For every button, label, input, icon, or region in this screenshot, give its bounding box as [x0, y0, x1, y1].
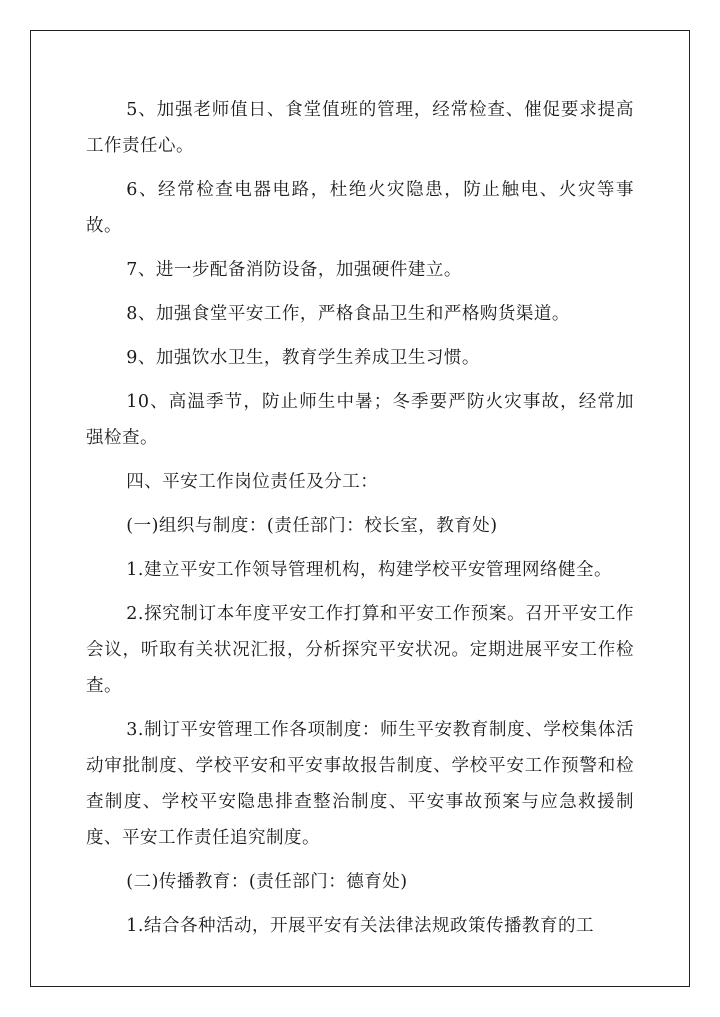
paragraph-item-7: 7、进一步配备消防设备，加强硬件建立。	[126, 260, 462, 280]
paragraph-org-3: 3.制订平安管理工作各项制度：师生平安教育制度、学校集体活动审批制度、学校平安和平安事故报告制度、学校平安工作预警和检查制度、学校平安隐患排查整治制度、平安事故预案与应急救援制度、平安工作责任追究制度。	[86, 720, 634, 848]
paragraph-item-8: 8、加强食堂平安工作，严格食品卫生和严格购货渠道。	[126, 304, 570, 324]
paragraph-item-9: 9、加强饮水卫生，教育学生养成卫生习惯。	[126, 348, 480, 368]
paragraph-item-6: 6、经常检查电器电路，杜绝火灾隐患，防止触电、火灾等事故。	[86, 180, 634, 236]
document-body	[86, 92, 634, 952]
paragraph-item-5: 5、加强老师值日、食堂值班的管理，经常检查、催促要求提高工作责任心。	[86, 100, 634, 156]
subsection-heading-education: (二)传播教育：(责任部门：德育处)	[126, 872, 408, 892]
paragraph-edu-1: 1.结合各种活动，开展平安有关法律法规政策传播教育的工	[126, 916, 594, 936]
subsection-heading-organization: (一)组织与制度：(责任部门：校长室，教育处)	[126, 516, 498, 536]
paragraph-item-10: 10、高温季节，防止师生中暑；冬季要严防火灾事故，经常加强检查。	[86, 392, 634, 448]
section-heading-4: 四、平安工作岗位责任及分工：	[126, 472, 379, 492]
paragraph-org-2: 2.探究制订本年度平安工作打算和平安工作预案。召开平安工作会议，听取有关状况汇报，分析探究平安状况。定期进展平安工作检查。	[86, 604, 634, 696]
paragraph-org-1: 1.建立平安工作领导管理机构，构建学校平安管理网络健全。	[126, 560, 612, 580]
